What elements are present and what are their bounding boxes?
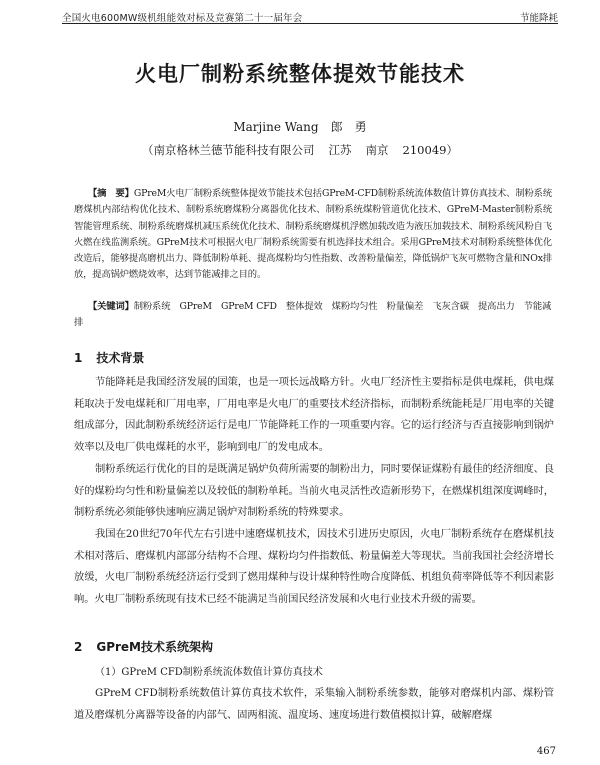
header-section: 节能降耗 — [519, 13, 558, 24]
author-name-cn: 郎 勇 — [330, 120, 367, 134]
paper-title: 火电厂制粉系统整体提效节能技术 — [135, 62, 465, 86]
subsection-heading: （1）GPreM CFD制粉系统流体数值计算仿真技术 — [95, 667, 323, 678]
keywords-label: 【关键词】 — [88, 301, 134, 312]
keywords-text: 制粉系统 GPreM GPreM CFD 整体提效 煤粉均匀性 粉量偏差 飞灰含碳 提高出力 节能减排 — [74, 301, 552, 329]
affiliation-line — [0, 142, 600, 158]
page-number: 467 — [536, 746, 556, 757]
header-conference: 全国火电600MW级机组能效对标及竞赛第二十一届年会 — [62, 13, 303, 24]
section-1-heading — [74, 349, 144, 366]
header-rule — [62, 23, 558, 24]
author-line — [0, 118, 600, 135]
author-name-en: Marjine Wang — [233, 120, 319, 134]
abstract — [74, 186, 552, 284]
section-2-heading — [74, 638, 213, 655]
section-2-number: 2 — [74, 640, 83, 654]
affiliation-city: 南京 — [365, 143, 389, 157]
section-2-paragraph: GPreM CFD制粉系统数值计算仿真技术软件，采集输入制粉系统参数，能够对磨煤机内部、煤粉管道及磨煤机分离器等设备的内部气、固两相流、温度场、速度场进行数值模拟计算，破解磨煤 — [74, 687, 554, 721]
abstract-label: 【摘 要】 — [88, 188, 134, 199]
section-1-title: 技术背景 — [96, 351, 145, 365]
affiliation-province: 江苏 — [328, 143, 352, 157]
keywords — [74, 299, 552, 332]
section-1-paragraph: 制粉系统运行优化的目的是既满足锅炉负荷所需要的制粉出力，同时要保证煤粉有最佳的经济细度、良好的煤粉均匀性和粉量偏差以及较低的制粉单耗。当前火电灵活性改造新形势下，在燃煤机组深度调峰时，制粉系统必须能够快速响应满足锅炉对制粉系统的特殊要求。 — [74, 463, 554, 519]
running-header — [62, 8, 558, 24]
affiliation-postcode: 210049） — [402, 143, 458, 157]
abstract-text: GPreM火电厂制粉系统整体提效节能技术包括GPreM-CFD制粉系统流体数值计算仿真技术、制粉系统磨煤机内部结构优化技术、制粉系统磨煤粉分离器优化技术、制粉系统煤粉管道优化技术、GPreM-Master制粉系统智能管理系统、制粉系统磨煤机减压系统优化技术、制粉系统磨煤机浮燃加载改造为液压加载技术、制粉系统风粉自飞火燃在线监测系统。GPreM技术可根据火电厂制粉系统需要有机选择技术组合。采用GPreM技术对制粉系统整体优化改造后，能够提高磨机出力、降低制粉单耗、提高煤粉均匀性指数、改善粉量偏差，降低锅炉飞灰可燃物含量和NOx排放，提高锅炉燃烧效率，达到节能减排之目的。 — [74, 188, 552, 281]
affiliation-org: （南京格林兰德节能科技有限公司 — [142, 143, 315, 157]
section-1-number: 1 — [74, 351, 83, 365]
section-2-title: GPreM技术系统架构 — [96, 640, 214, 654]
section-1-paragraph: 节能降耗是我国经济发展的国策，也是一项长远战略方针。火电厂经济性主要指标是供电煤耗，供电煤耗取决于发电煤耗和厂用电率，厂用电率是火电厂的重要技术经济指标，而制粉系统能耗是厂用电率的关键组成部分，因此制粉系统经济运行是电厂节能降耗工作的一项重要内容。它的运行经济与否直接影响到锅炉效率以及电厂供电煤耗的水平，影响到电厂的发电成本。 — [74, 376, 554, 453]
section-1-paragraph: 我国在20世纪70年代左右引进中速磨煤机技术，因技术引进历史原因，火电厂制粉系统存在磨煤机技术相对落后、磨煤机内部部分结构不合理、煤粉均匀件指数低、粉量偏差大等现状。当前我国社会经济增长放缓，火电厂制粉系统经济运行受到了燃用煤种与设计煤种特性吻合度降低、机组负荷率降低等不利因素影响。火电厂制粉系统现有技术已经不能满足当前国民经济发展和火电行业技术升级的需要。 — [74, 528, 554, 605]
